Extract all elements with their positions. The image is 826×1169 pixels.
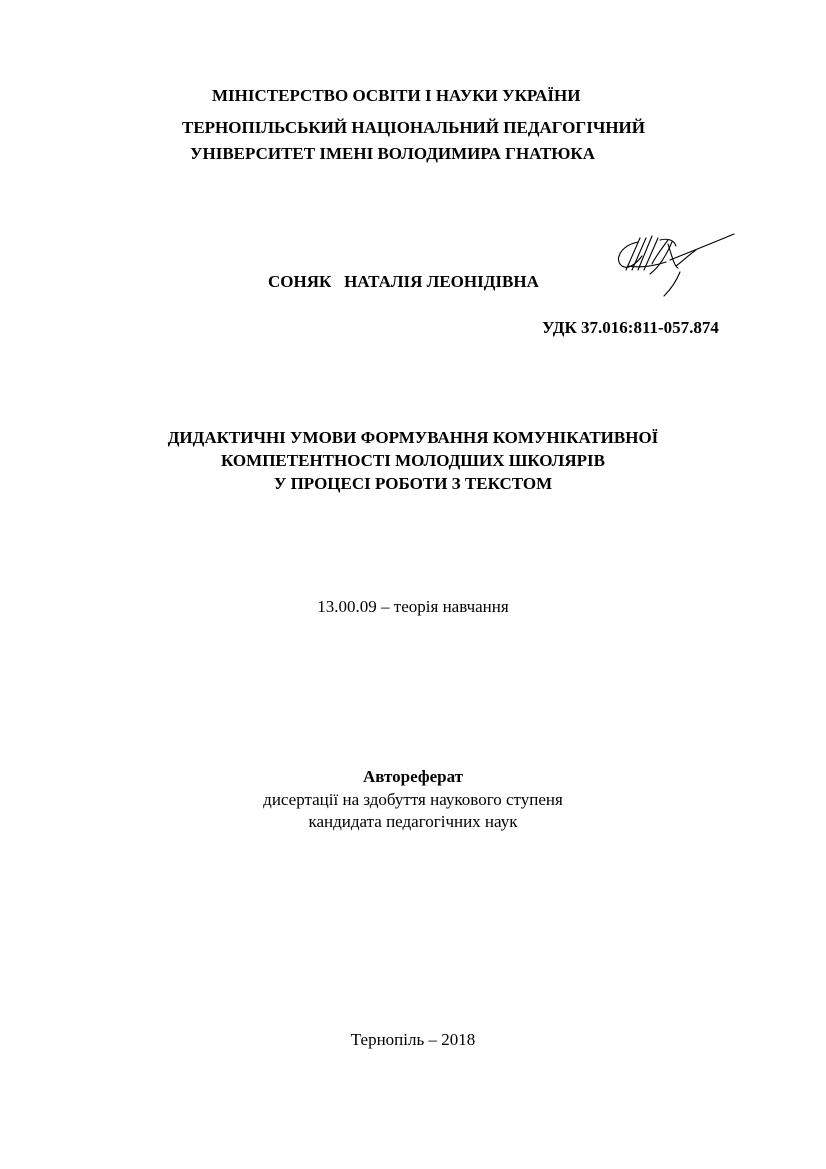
author-name: СОНЯК НАТАЛІЯ ЛЕОНІДІВНА: [268, 272, 539, 291]
university-line-2: УНІВЕРСИТЕТ ІМЕНІ ВОЛОДИМИРА ГНАТЮКА: [190, 144, 596, 163]
abstract-line-1: дисертації на здобуття наукового ступеня: [263, 790, 563, 809]
abstract-heading: Автореферат: [362, 767, 464, 786]
ministry-line: МІНІСТЕРСТВО ОСВІТИ І НАУКИ УКРАЇНИ: [212, 86, 581, 105]
abstract-line-2: кандидата педагогічних наук: [308, 812, 518, 831]
udc-code: УДК 37.016:811-057.874: [542, 318, 719, 337]
title-line-3: У ПРОЦЕСІ РОБОТИ З ТЕКСТОМ: [273, 474, 553, 493]
specialty-code: 13.00.09 – теорія навчання: [317, 597, 509, 616]
signature-icon: [610, 226, 738, 298]
title-line-1: ДИДАКТИЧНІ УМОВИ ФОРМУВАННЯ КОМУНІКАТИВНОЇ: [167, 428, 659, 447]
title-line-2: КОМПЕТЕНТНОСТІ МОЛОДШИХ ШКОЛЯРІВ: [221, 451, 605, 470]
place-year: Тернопіль – 2018: [350, 1030, 476, 1049]
university-line-1: ТЕРНОПІЛЬСЬКИЙ НАЦІОНАЛЬНИЙ ПЕДАГОГІЧНИЙ: [182, 118, 645, 137]
